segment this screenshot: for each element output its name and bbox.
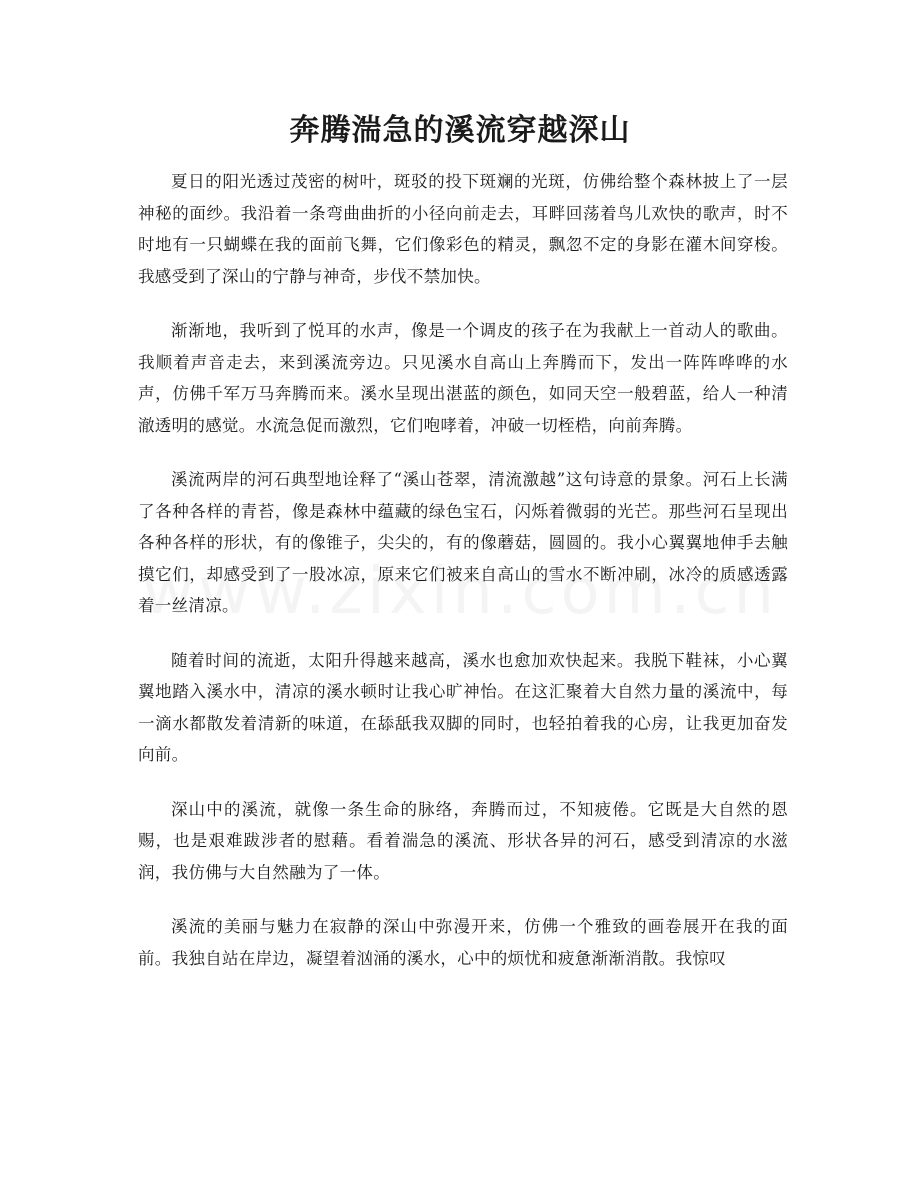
- document-body: [138, 166, 788, 997]
- paragraph-2: 渐渐地，我听到了悦耳的水声，像是一个调皮的孩子在为我献上一首动人的歌曲。我顺着声音走去，来到溪流旁边。只见溪水自高山上奔腾而下，发出一阵阵哗哗的水声，仿佛千军万马奔腾而来。溪水呈现出湛蓝的颜色，如同天空一般碧蓝，给人一种清澈透明的感觉。水流急促而激烈，它们咆哮着，冲破一切桎梏，向前奔腾。: [138, 321, 788, 435]
- paragraph-6: 溪流的美丽与魅力在寂静的深山中弥漫开来，仿佛一个雅致的画卷展开在我的面前。我独自站在岸边，凝望着汹涌的溪水，心中的烦忧和疲惫渐渐消散。我惊叹: [138, 917, 788, 968]
- paragraph-4: 随着时间的流逝，太阳升得越来越高，溪水也愈加欢快起来。我脱下鞋袜，小心翼翼地踏入溪水中，清凉的溪水顿时让我心旷神怡。在这汇聚着大自然力量的溪流中，每一滴水都散发着清新的味道，在舔舐我双脚的同时，也轻拍着我的心房，让我更加奋发向前。: [138, 650, 788, 764]
- paragraph-3: 溪流两岸的河石典型地诠释了“溪山苍翠，清流激越”这句诗意的景象。河石上长满了各种各样的青苔，像是森林中蕴藏的绿色宝石，闪烁着微弱的光芒。那些河石呈现出各种各样的形状，有的像锥子，尖尖的，有的像蘑菇，圆圆的。我小心翼翼地伸手去触摸它们，却感受到了一股冰凉，原来它们被来自高山的雪水不断冲刷，冰冷的质感透露着一丝清凉。: [138, 470, 788, 615]
- document-title: 奔腾湍急的溪流穿越深山: [289, 113, 631, 148]
- paragraph-1: 夏日的阳光透过茂密的树叶，斑驳的投下斑斓的光斑，仿佛给整个森林披上了一层神秘的面纱。我沿着一条弯曲曲折的小径向前走去，耳畔回荡着鸟儿欢快的歌声，时不时地有一只蝴蝶在我的面前飞舞，它们像彩色的精灵，飘忽不定的身影在灌木间穿梭。我感受到了深山的宁静与神奇，步伐不禁加快。: [138, 172, 788, 286]
- paragraph-5: 深山中的溪流，就像一条生命的脉络，奔腾而过，不知疲倦。它既是大自然的恩赐，也是艰难跋涉者的慰藉。看着湍急的溪流、形状各异的河石，感受到清凉的水滋润，我仿佛与大自然融为了一体。: [138, 799, 788, 882]
